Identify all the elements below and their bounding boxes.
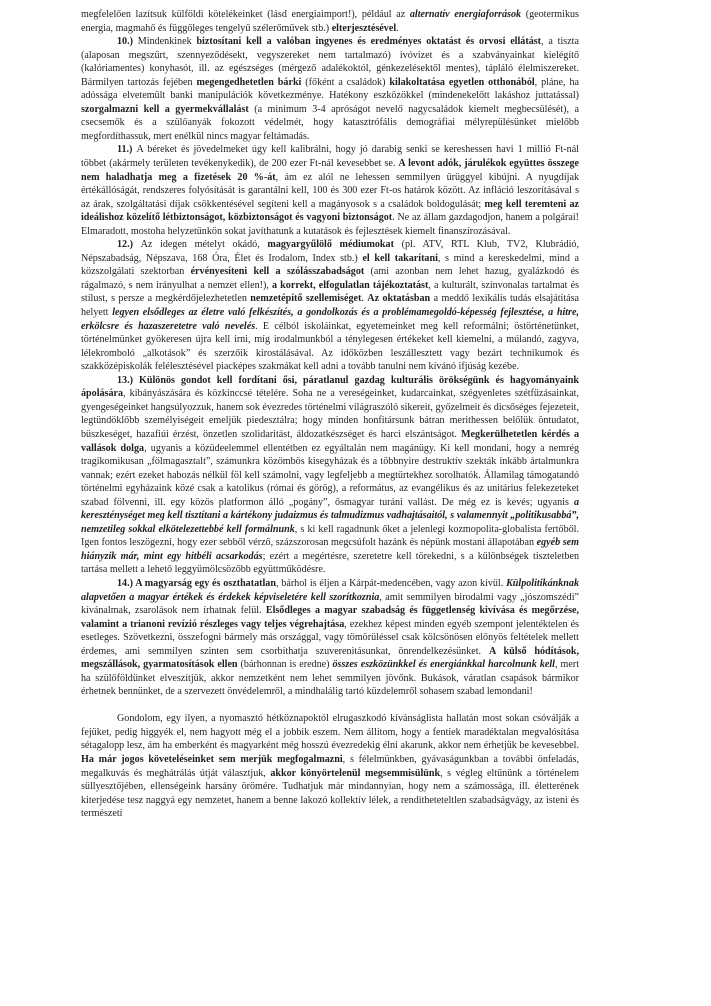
emphasized-text-run: Külpolitikánknak alapvetően a magyar értékek és érdekek képviseletére kell szorítkoznia [81,577,579,603]
emphasized-text-run: Elsődleges a magyar szabadság és függetlenség kivívása és megőrzése, valamint a trianoni revízió részleges vagy teljes végrehajtása [81,605,580,630]
emphasized-text-run: A magyarság egy és oszthatatlan [135,577,276,589]
emphasized-text-run: Megkerülhetetlen kérdés a vallások dolga [81,428,579,454]
text-run: , pláne, ha adóssága elvetemült banki manipulációk következménye. Hatékony eszközökkel (mindenekelőtt lakáshoz juttatással) [81,76,579,102]
text-run: , bárhol is éljen a Kárpát-medencében, vagy azon kívül. [275,577,507,589]
emphasized-text-run: 10.) [117,36,138,48]
emphasized-text-run: Ha már jogos követeléseinket sem merjük megfogalmazni [81,754,343,766]
text-run: megfelelően lazítsuk külföldi kötelékeinket (lásd energiaimport!), például az [81,9,410,20]
text-run: (főként a családok) [301,76,390,88]
emphasized-text-run: akkor könyörtelenül megsemmisülünk [270,767,441,779]
text-run: (bárhonnan is eredne) [237,659,333,671]
paragraph [81,8,579,35]
emphasized-text-run: A külső hódítások, megszállások, gyarmatosítások ellen [81,645,580,671]
paragraph [81,374,579,577]
emphasized-text-run: a korrekt, elfogulatlan tájékoztatást [272,279,429,291]
text-run: , s félelmünkben, gyávaságunkban a további önfeladás, megalkuvás és meghátrálás útját választjuk, [81,754,579,779]
emphasized-text-run: összes eszközünkkel és energiánkkal harcolnunk kell [332,659,555,671]
emphasized-text-run: érvényesíteni kell a szólásszabadságot [190,266,365,278]
text-run: , kibányászására és közkinccsé tételére. Soha ne a vereségeinket, kudarcainkat, szégyenletes szétfüzásainkat, gyengeségeinket hangsúlyozzuk, hanem sok évezredes történelmi világraszóló sikereit, győzelmeit és dicsőséges fejezeteit, legtündöklőbb személyiségeit emeljük piedesztálra; hogy minden honfitársunk bátran merithessen belőlük öntudatot, büszkeséget, hazafiúi érzést, önzetlen szolidaritást, áldozatkészséget és harci elszántságot. [81,388,579,440]
emphasized-text-run: szorgalmazni kell a gyermekvállalást [81,103,249,115]
emphasized-text-run: a kereszténységet meg kell tisztítani a kártékony judaizmus és talmudizmus vadhajtásaitól, s valamennyit „politikusabbá”, nemzetileg sokkal elkötelezettebbé kell formálnunk [81,496,579,535]
text-run: (a minimum 3-4 apróságot nevelő nagycsaládok kiemelt megbecsülését), a csecsemők és a szülőanyák fokozott védelmét, hogy katasztrófális demográfiai mélyrepülésünket mielőbb megfordíthassuk, mert enélkül nincs magyar feltámadás. [81,103,580,142]
text-run: (ami azonban nem lehet hazug, gyalázkodó és rágalmazó, s nem irányulhat a nemzet ellen!), [81,266,579,291]
paragraph [81,143,579,238]
text-run: Az idegen mételyt okádó, [140,239,268,251]
text-run: , amit semmilyen birodalmi vagy „jószomszédi” kívánalmak, zsarolások nem írhatnak felül. [81,591,579,617]
emphasized-text-run: magyargyűlölő médiumokat [267,239,394,251]
text-run: . E célból iskoláinkat, egyetemeinket meg kell reformálni; östörténetünket, történelmünket gyökeresen újra kell írni, míg irodalmunkból a ténylegesen értékeket kell kiemelni, a múlandó, zagyva, lélekromboló „alkotások” és szerzőik kirostálásával. Az időközben leszállesztett vagy bezárt technikumok és szakközépiskolák felélesztésével piacképes szakmákat kell adni a tovább tanulni nem kívánó ifjúság kezébe. [81,320,579,373]
emphasized-text-run: Különös gondot kell fordítani ősi, páratlanul gazdag kulturális örökségünk és hagyományaink ápolására [81,374,579,400]
paragraph [81,712,579,820]
emphasized-text-run: nemzetépítő szellemiséget [250,293,362,305]
text-run: , a tiszta (alaposan megszűrt, szennyeződésekt, vegyszereket nem tartalmazó) ivóvizet és a szabványainkat kielégítő (kalóriamentes) konyhasót, ill. az egészséges (mérgező adalékoktól, génkezelésektől mentes), tápláló élelmiszereket. Bármilyen tartozás fejében [81,36,579,88]
emphasized-text-run: kilakoltatása egyetlen otthonából [389,76,535,88]
emphasized-text-run: el kell takarítani [362,252,438,264]
paragraph [81,238,579,373]
text-run: , ezekhez képest minden egyéb szempont jelentéktelen és esetleges. Szövetkezni, összefogni bármely más országgal, vagy tömörüléssel csak kölcsönösen előnyös feltételek mellett érdemes, ami semmilyen szinten sem csorbíthatja szuverenitásunkat, önrendelkezésünket. [81,618,579,657]
emphasized-text-run: A levont adók, járulékok együttes összege nem haladhatja meg a fizetések 20 %-át [81,158,579,183]
paragraph [81,577,579,699]
text-run: , ám ez alól ne lehessen semmilyen ürüggyel kibújni. A nyugdíjak értékállóságát, rendszeres folyósítását is garantálni kell, 100 és 300 ezer Ft-os határok között. Az infláció leszorításával s az árak, szolgáltatási díjak csökkentésével segíteni kell a magányosok s a családok boldogulását; [81,171,579,210]
text-run: (geotermikus energia, magmahő és függőleges tengelyű szélerőművek stb.) [81,9,579,34]
emphasized-text-run: egyéb sem hiányzik már, mint egy hitbéli acsarkodás [81,537,579,562]
emphasized-text-run: biztosítani kell a valóban ingyenes és eredményes oktatást és orvosi ellátást [196,36,542,48]
text-run: Gondolom, egy ilyen, a nyomasztó hétköznapoktól elrugaszkodó kívánságlista hallatán most sokan csóválják a fejüket, pedig higgyék el, nem hagyott még el a jobbik eszem. Nem állítom, hogy a fentiek maradéktalan megvalósítása sétagalopp lesz, ám ha emberként és magyarként még hosszú évezredekig élni akarunk, akkor nem érhetjük be kevesebbel. [81,713,579,752]
emphasized-text-run: meg kell teremteni az ideálishoz közelítő létbiztonságot, közbiztonságot és vagyoni biztonságot [81,198,579,224]
text-run: . [361,293,368,305]
emphasized-text-run: legyen elsődleges az életre való felkészítés, a gondolkozás és a problémamegoldó-képesség fejlesztése, a hitre, erkölcsre és hazaszeretetre való nevelés [81,307,579,332]
text-run: A béreket és jövedelmeket úgy kell kalibrálni, hogy jó darabig senki se kereshessen havi 1 millió Ft-nál többet (akármely területen tevékenykedik), de 200 ezer Ft-nál kevesebbet se. [81,144,579,170]
emphasized-text-run: 11.) [117,144,137,156]
emphasized-text-run: megengedhetetlen bárki [196,76,302,88]
text-run: , s mind a kereskedelmi, mind a közszolgálati szektorban [81,252,579,278]
text-run: , s végleg eltűnünk a történelem süllyesztőjében, ellenségeink harsány örömére. Tudhatjuk már mindannyian, hogy nem a számossága, ill. életterének kiterjedése tesz naggyá egy nemzetet, hanem a benne lakozó kollektív lélek, a renditheteteltlen szabadságvágy, az isteni és természeti [81,767,579,820]
emphasized-text-run: elterjesztésével [331,22,397,34]
paragraph [81,35,579,143]
text-run: (pl. ATV, RTL Klub, TV2, Klubrádió, Népszabadság, Népszava, 168 Óra, Élet és Irodalom, Index stb.) [81,239,579,264]
text-run: , a kulturált, színvonalas tartalmat és stílust, s persze a megkérdőjelezhetetlen [81,279,580,305]
text-run: , ugyanis a közüdeelemmel ellentétben ez egyáltalán nem magánügy. Ki kell mondani, hogy a nemrég tragikomikusan „fölmagasztalt”, számunkra közömbös kisegyházak és a többnyire destruktív szekták inkább ártalmunkra vannak; ezért ezeket habozás nélkül föl kell számolni, vagy legfeljebb a megtűrtekhez sorolhatók. Államilag támogatandó történelmi egyházaink közé csak a katolikus (római és görög), a református, az evangélikus és az unitárius felekezeteket szabad fölvenni, ill. egy közös platformon álló „pogány”, ősmagyar turáni vallást. De még ez is kevés; ugyanis [81,442,579,508]
text-run: . [396,22,399,34]
text-run: , mert ha szülőföldünket elveszítjük, akkor nemzetként nem lehet semmilyen jövőnk. Bukások, váratlan csapások bármikor érhetnek bennünket, de a szervezett önvédelemről, a mindhalálig tartó küzdelemről sohasem szabad lemondani! [81,659,579,698]
text-run: , s ki kell ragadnunk őket a jelenlegi kozmopolita-globalista fertőből. Igen fontos leszögezni, hogy ezer sebből vérző, százszorosan megcsúfolt hazánk és népünk mostani állapotában [81,523,580,549]
text-run: . Ne az állam gazdagodjon, hanem a polgárai! Elmaradott, mostoha helyzetünkön sokat javíthatunk a kutatások és fejlesztések kiemelt finanszírozásával. [81,212,579,237]
text-run: a meddő lexikális tudás elsajátítása helyett [81,293,580,319]
emphasized-text-run: alternatív energiaforrások [409,9,522,20]
emphasized-text-run: 12.) [117,239,141,251]
text-run: Mindenkinek [137,36,197,48]
emphasized-text-run: 13.) [117,374,140,386]
emphasized-text-run: Az oktatásban [367,293,431,305]
emphasized-text-run: 14.) [117,577,136,589]
text-run: ; ezért a megértésre, szeretetre kell törekedni, s a különbségek tiszteletben tartása mellett a lehető leggyümölcsözőbb együttműködésre. [81,550,579,576]
